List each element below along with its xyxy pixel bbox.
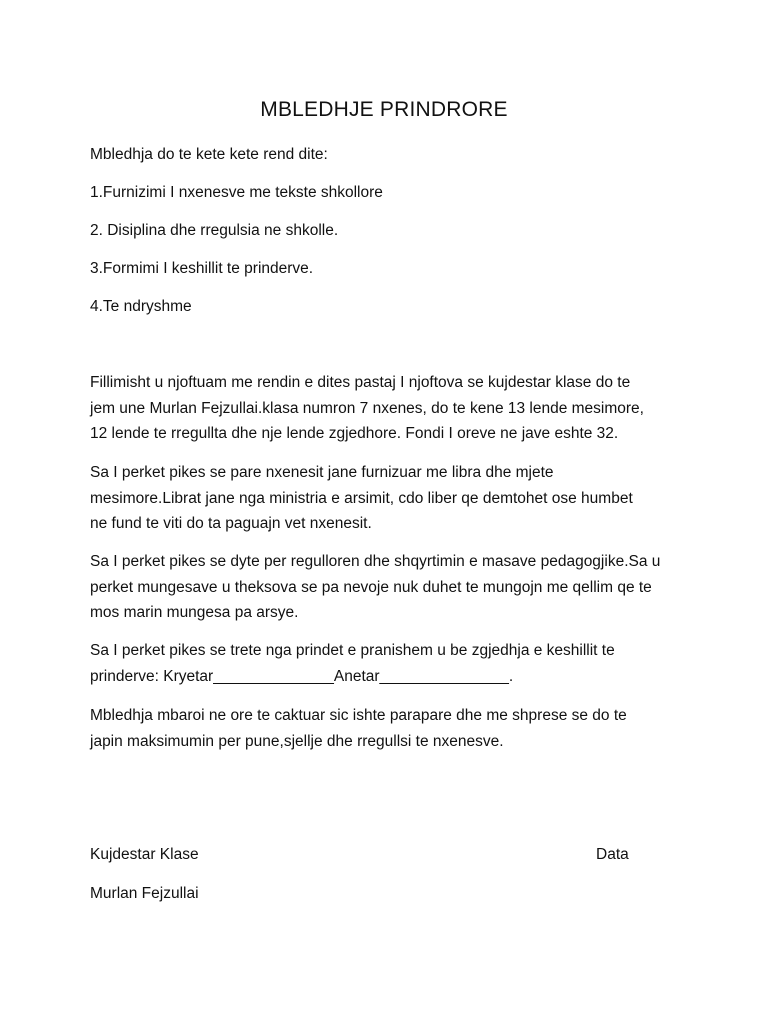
paragraph-1-line-2: jem une Murlan Fejzullai.klasa numron 7 nxenes, do te kene 13 lende mesimore, [90,399,644,417]
paragraph-2 [90,460,690,537]
paragraph-1 [90,370,690,447]
paragraph-3-line-1: Sa I perket pikes se dyte per regulloren dhe shqyrtimin e masave pedagogjike.Sa u [90,553,661,570]
paragraph-2-line-2: mesimore.Librat jane nga ministria e arsimit, cdo liber qe demtohet ose humbet [90,489,633,507]
paragraph-3-line-3: mos marin mungesa pa arsye. [90,604,299,621]
paragraph-5-line-2: japin maksimumin per pune,sjellje dhe rregullsi te nxenesve. [90,732,504,750]
agenda-item-1: 1.Furnizimi I nxenesve me tekste shkollore [90,184,383,201]
paragraph-2-line-3: ne fund te viti do ta paguajn vet nxenesit. [90,515,372,532]
paragraph-1-line-1: Fillimisht u njoftuam me rendin e dites pastaj I njoftova se kujdestar klase do te [90,374,631,391]
paragraph-4-line-1: Sa I perket pikes se trete nga prindet e pranishem u be zgjedhja e keshillit te [90,642,615,659]
agenda-item-3: 3.Formimi I keshillit te prinderve. [90,260,314,277]
agenda-item-2: 2. Disiplina dhe rregulsia ne shkolle. [90,222,339,239]
signature-date-label: Data [596,846,629,863]
agenda-intro: Mbledhja do te kete kete rend dite: [90,146,328,163]
paragraph-3-line-2: perket mungesave u theksova se pa nevoje nuk duhet te mungojn me qellim qe te [90,578,652,596]
paragraph-5 [90,703,690,754]
agenda-item-4: 4.Te ndryshme [90,298,192,315]
paragraph-1-line-3: 12 lende te rregullta dhe nje lende zgjedhore. Fondi I oreve ne jave eshte 32. [90,425,619,442]
paragraph-3 [90,549,690,626]
paragraph-4 [90,638,690,689]
paragraph-2-line-1: Sa I perket pikes se pare nxenesit jane furnizuar me libra dhe mjete [90,464,554,481]
signature-role: Kujdestar Klase [90,846,199,863]
signature-name: Murlan Fejzullai [90,885,199,902]
paragraph-4-line-2: prinderve: Kryetar______________Anetar_______________. [90,667,514,685]
paragraph-5-line-1: Mbledhja mbaroi ne ore te caktuar sic ishte parapare dhe me shprese se do te [90,707,627,724]
document-title: MBLEDHJE PRINDRORE [260,98,508,121]
